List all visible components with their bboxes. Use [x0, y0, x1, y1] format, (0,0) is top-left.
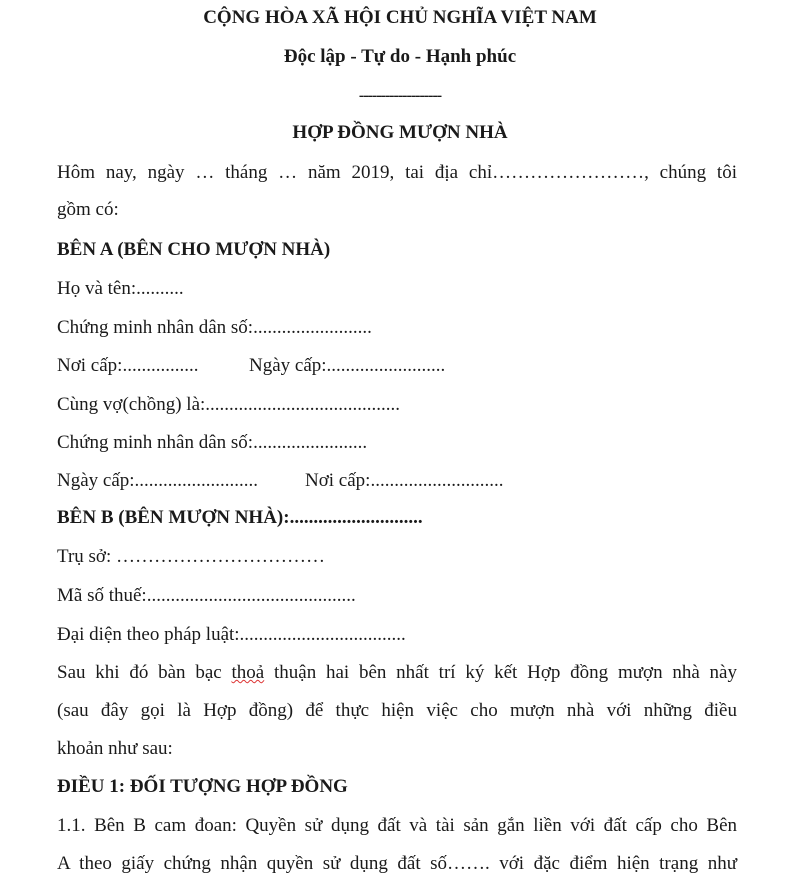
- spouse-issue-date-field: Ngày cấp:..........................: [57, 470, 259, 491]
- header-divider: -------------------: [358, 87, 442, 104]
- article-1-heading: ĐIỀU 1: ĐỐI TƯỢNG HỢP ĐỒNG: [57, 776, 348, 797]
- nation-header: CỘNG HÒA XÃ HỘI CHỦ NGHĨA VIỆT NAM: [203, 7, 597, 28]
- party-a-issue-place-field: Nơi cấp:................: [57, 355, 199, 376]
- intro-line: Hôm nay, ngày … tháng … năm 2019, tai địa chỉ……………………, chúng tôi: [57, 162, 737, 183]
- party-a-issue-date-field: Ngày cấp:.........................: [249, 355, 446, 376]
- spouse-field: Cùng vợ(chồng) là:.........................................: [57, 394, 401, 415]
- spouse-issue-place-field: Nơi cấp:............................: [305, 470, 504, 491]
- party-b-tax-code-field: Mã số thuế:............................................: [57, 585, 356, 606]
- party-b-office-field: Trụ sở: ……………………………: [57, 546, 325, 567]
- article-1-text: A theo giấy chứng nhận quyền sử dụng đất số……. với đặc điểm hiện trạng như: [57, 853, 737, 874]
- agreement-line: (sau đây gọi là Hợp đồng) để thực hiện việc cho mượn nhà với những điều: [57, 700, 737, 721]
- agreement-line: khoản như sau:: [57, 738, 173, 759]
- party-a-name-field: Họ và tên:..........: [57, 278, 184, 299]
- party-a-heading: BÊN A (BÊN CHO MƯỢN NHÀ): [57, 239, 331, 260]
- article-1-text: 1.1. Bên B cam đoan: Quyền sử dụng đất và tài sản gắn liền với đất cấp cho Bên: [57, 815, 737, 836]
- agreement-text: Sau khi đó bàn bạc: [57, 662, 232, 683]
- party-b-representative-field: Đại diện theo pháp luật:...................................: [57, 624, 406, 645]
- document-title: HỢP ĐỒNG MƯỢN NHÀ: [292, 122, 508, 143]
- spellcheck-flagged-word: thoả: [231, 662, 265, 683]
- intro-line: gồm có:: [57, 199, 119, 220]
- party-b-heading: BÊN B (BÊN MƯỢN NHÀ):............................: [57, 507, 423, 528]
- spouse-id-field: Chứng minh nhân dân số:........................: [57, 432, 368, 453]
- agreement-line: [57, 661, 737, 685]
- party-a-id-field: Chứng minh nhân dân số:.........................: [57, 317, 372, 338]
- agreement-text: thuận hai bên nhất trí ký kết Hợp đồng mượn nhà này: [264, 662, 737, 683]
- national-motto: Độc lập - Tự do - Hạnh phúc: [283, 46, 517, 67]
